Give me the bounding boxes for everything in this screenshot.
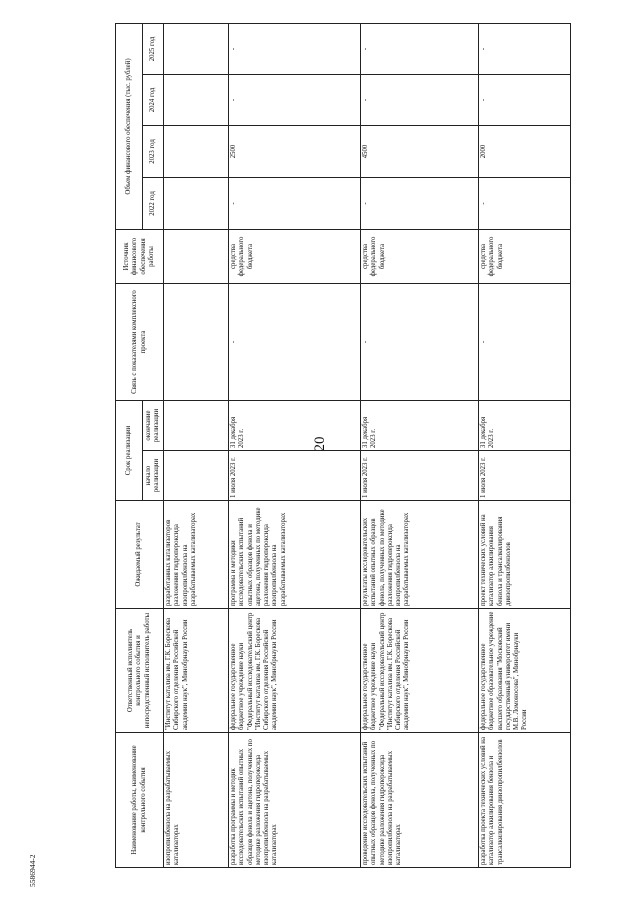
header-year-2024: 2024 год	[143, 75, 164, 126]
funding-source: средства федерального бюджета	[361, 230, 479, 284]
end-date: 31 декабря 2023 г.	[479, 401, 571, 451]
expected-result: результаты исследовательских испытаний опытных образцов фенола, полученных по методике разложения гидропероксида изопропилбензола на разрабатываемых катализаторах	[361, 501, 479, 609]
expected-result: программа и методики исследовательских испытаний опытных образцов фенола и ацетона, полученных по методике разложения гидропероксида изопропилбензола на разрабатываемых катализаторах	[229, 501, 361, 609]
document-code: 5586944-2	[28, 854, 37, 887]
work-plan-table	[115, 23, 571, 868]
end-date: 31 декабря 2023 г.	[229, 401, 361, 451]
funding-2022	[164, 178, 229, 230]
project-link: -	[479, 284, 571, 401]
header-source: Источник финансового обеспечения работы	[116, 230, 164, 284]
header-result: Ожидаемый результат	[116, 501, 164, 609]
funding-2025: -	[229, 24, 361, 75]
funding-2024: -	[479, 75, 571, 126]
project-link: -	[229, 284, 361, 401]
funding-2023: 2000	[479, 126, 571, 178]
funding-2025: -	[479, 24, 571, 75]
funding-source: средства федерального бюджета	[229, 230, 361, 284]
work-name: изопропилбензола на разрабатываемых катализаторах	[164, 733, 229, 868]
executor: федеральное государственное бюджетное образовательное учреждение высшего образования "Московский государственный университет имени М.В. Ломоносова", Минобрнауки России	[479, 609, 571, 733]
funding-source	[164, 230, 229, 284]
rotated-table-container	[115, 24, 640, 868]
table-row	[164, 24, 229, 868]
table-row	[361, 24, 479, 868]
page-number: 20	[312, 436, 328, 452]
start-date	[164, 451, 229, 501]
start-date: 1 июля 2023 г.	[361, 451, 479, 501]
project-link: -	[361, 284, 479, 401]
work-name: проведение исследовательских испытаний опытных образцов фенола, полученных по методике разложения гидропероксида изопропилбензола на разрабатываемых катализаторах	[361, 733, 479, 868]
executor: федеральное государственное бюджетное учреждение науки "Федеральный исследовательский центр "Институт катализа им. Г.К. Борескова Сибирского отделения Российской академии наук", Минобрнауки России	[229, 609, 361, 733]
expected-result: проект технических условий на катализатор алкилирования бензола и трансалкилирования диизопропилбензолов	[479, 501, 571, 609]
funding-2023: 4500	[361, 126, 479, 178]
header-name: Наименование работы, наименование контрольного события	[116, 733, 164, 868]
start-date: 1 июля 2023 г.	[229, 451, 361, 501]
work-name: разработка проекта технических условий на катализатор алкилирования бензола и трансалкилирования диизопропилбензолов	[479, 733, 571, 868]
project-link	[164, 284, 229, 401]
header-executor: Ответственный исполнитель контрольного события и непосредственный исполнитель работы	[116, 609, 164, 733]
executor: "Институт катализа им. Г.К. Борескова Сибирского отделения Российской академии наук", Минобрнауки России	[164, 609, 229, 733]
funding-2022: -	[479, 178, 571, 230]
funding-2023	[164, 126, 229, 178]
table-row	[479, 24, 571, 868]
end-date	[164, 401, 229, 451]
header-year-2022: 2022 год	[143, 178, 164, 230]
executor: федеральное государственное бюджетное учреждение науки "Федеральный исследовательский центр "Институт катализа им. Г.К. Борескова Сибирского отделения Российской академии наук", Минобрнауки России	[361, 609, 479, 733]
funding-2022: -	[361, 178, 479, 230]
funding-source: средства федерального бюджета	[479, 230, 571, 284]
header-start: начало реализации	[143, 451, 164, 501]
header-end: окончание реализации	[143, 401, 164, 451]
funding-2024	[164, 75, 229, 126]
work-name: разработка программы и методик исследовательских испытаний опытных образцов фенола и ацетона, полученных по методике разложения гидропероксида изопропилбензола на разрабатываемых катализаторах	[229, 733, 361, 868]
funding-2024: -	[361, 75, 479, 126]
funding-2025: -	[361, 24, 479, 75]
expected-result: разработанных катализаторов разложения гидропероксида изопропилбензола на разрабатываемых катализаторах	[164, 501, 229, 609]
funding-2024: -	[229, 75, 361, 126]
start-date: 1 июля 2023 г.	[479, 451, 571, 501]
header-year-2023: 2023 год	[143, 126, 164, 178]
funding-2022: -	[229, 178, 361, 230]
header-funding: Объем финансового обеспечения (тыс. рублей)	[116, 24, 143, 230]
table-row	[229, 24, 361, 868]
funding-2025	[164, 24, 229, 75]
header-period: Срок реализации	[116, 401, 143, 501]
header-link: Связь с показателями комплексного проекта	[116, 284, 164, 401]
end-date: 31 декабря 2023 г.	[361, 401, 479, 451]
header-year-2025: 2025 год	[143, 24, 164, 75]
funding-2023: 2500	[229, 126, 361, 178]
